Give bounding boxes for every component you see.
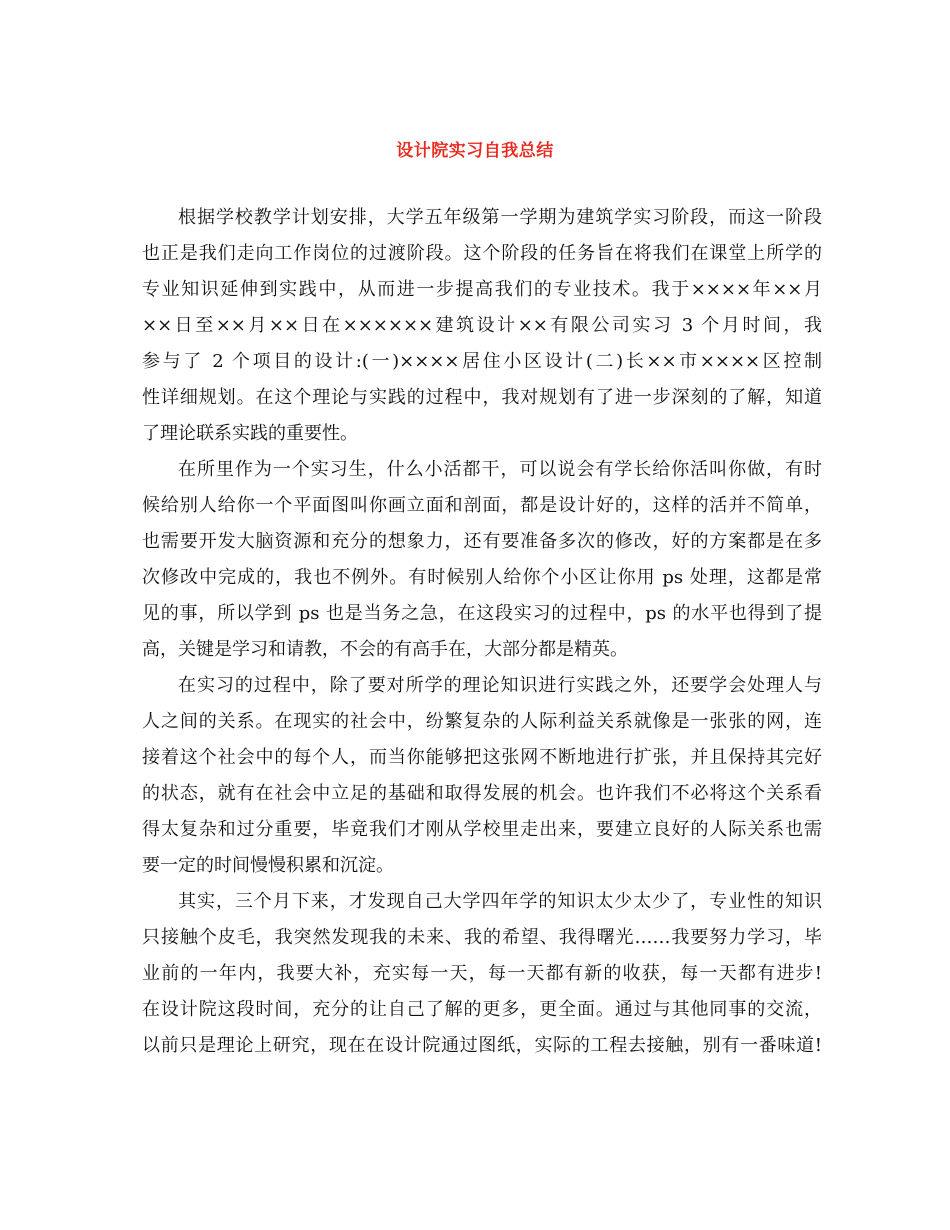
paragraph-line: 接着这个社会中的每个人，而当你能够把这张网不断地进行扩张，并且保持其完好 <box>142 747 822 768</box>
paragraph-line: 业前的一年内，我要大补，充实每一天，每一天都有新的收获，每一天都有进步! <box>142 963 822 984</box>
paragraph-line: 在实习的过程中，除了要对所学的理论知识进行实践之外，还要学会处理人与 <box>178 675 822 696</box>
paragraph-line: 参与了 2 个项目的设计:(一)××××居住小区设计(二)长××市××××区控制 <box>142 351 822 372</box>
paragraph-line: 性详细规划。在这个理论与实践的过程中，我对规划有了进一步深刻的了解，知道 <box>142 387 822 408</box>
document-title: 设计院实习自我总结 <box>396 141 554 161</box>
paragraph-line: 次修改中完成的，我也不例外。有时候别人给你个小区让你用 ps 处理，这都是常 <box>142 567 822 588</box>
paragraph-line: 了理论联系实践的重要性。 <box>142 423 358 444</box>
paragraph-line: 只接触个皮毛，我突然发现我的未来、我的希望、我得曙光……我要努力学习，毕 <box>142 927 822 948</box>
paragraph-line: ××日至××月××日在××××××建筑设计××有限公司实习 3 个月时间，我 <box>142 315 822 336</box>
paragraph-line: 得太复杂和过分重要，毕竟我们才刚从学校里走出来，要建立良好的人际关系也需 <box>142 819 822 840</box>
paragraph-line: 也需要开发大脑资源和充分的想象力，还有要准备多次的修改，好的方案都是在多 <box>142 531 822 552</box>
paragraph-line: 候给别人给你一个平面图叫你画立面和剖面，都是设计好的，这样的活并不简单， <box>142 495 822 516</box>
paragraph-line: 见的事，所以学到 ps 也是当务之急，在这段实习的过程中，ps 的水平也得到了提 <box>142 603 822 624</box>
paragraph-line: 在所里作为一个实习生，什么小活都干，可以说会有学长给你活叫你做，有时 <box>178 459 822 480</box>
paragraph-line: 以前只是理论上研究，现在在设计院通过图纸，实际的工程去接触，别有一番味道! <box>142 1035 822 1056</box>
paragraph-line: 专业知识延伸到实践中，从而进一步提高我们的专业技术。我于××××年××月 <box>142 279 822 300</box>
paragraph-line: 高，关键是学习和请教，不会的有高手在，大部分都是精英。 <box>142 639 628 660</box>
paragraph-line: 的状态，就有在社会中立足的基础和取得发展的机会。也许我们不必将这个关系看 <box>142 783 822 804</box>
paragraph-line: 要一定的时间慢慢积累和沉淀。 <box>142 855 394 876</box>
paragraph-line: 人之间的关系。在现实的社会中，纷繁复杂的人际利益关系就像是一张张的网，连 <box>142 711 822 732</box>
paragraph-line: 根据学校教学计划安排，大学五年级第一学期为建筑学实习阶段，而这一阶段 <box>178 207 822 228</box>
paragraph-line: 也正是我们走向工作岗位的过渡阶段。这个阶段的任务旨在将我们在课堂上所学的 <box>142 243 822 264</box>
paragraph-line: 其实，三个月下来，才发现自己大学四年学的知识太少太少了，专业性的知识 <box>178 891 822 912</box>
paragraph-line: 在设计院这段时间，充分的让自己了解的更多，更全面。通过与其他同事的交流， <box>142 999 822 1020</box>
